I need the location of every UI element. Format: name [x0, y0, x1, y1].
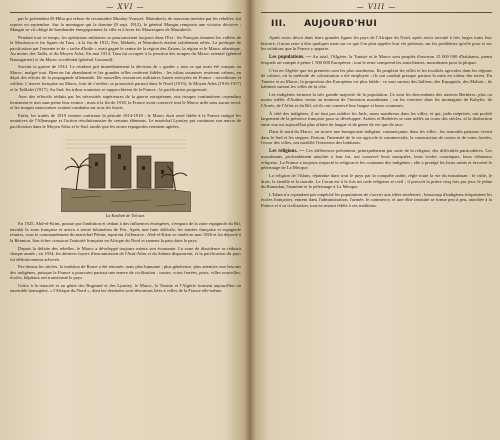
right-page	[249, 0, 500, 440]
left-paragraph: Enfin, les traités de 1919 vinrent confirmer la période 1914-1918 : le Maroc était resté fidèle à la France malgré les tentatives de l'Allemagne et l'action révolutionnaire de certains éléments. Le maréchal Lyautey put continuer son œuvre de pacification dans le Moyen Atlas et le Sud, tandis que les zones espagnoles restaient agitées.	[10, 112, 241, 129]
subheading-populations: Les populations. —	[269, 54, 312, 60]
right-paragraph: Les indigènes forment la très grande majorité de la population. Ce sont les descendants des anciens Berbères, plus ou moins mêlés d'Arabes venus au moment de l'invasion musulmane ; on les retrouve dans les montagnes de Kabylie, de l'Aurès, de l'Atlas et du Rif, où ils ont conservé leur langue et leurs coutumes.	[261, 91, 492, 109]
left-page	[0, 0, 249, 440]
subheading-religions: Les religions. —	[269, 148, 305, 154]
left-paragraph: Depuis la défaite des rebelles, le Maroc a développé toujours mieux son économie. La zone de dissidence se réduisit chaque année ; en 1934, les derniers foyers d'insoumission de l'Anti-Atlas et du Sahara disparurent, et la pacification du pays fut définitivement achevée.	[10, 245, 241, 262]
religions-text: Ces différences présentent, principalement par suite de la religion, des difficultés particulières. Les musulmans, profondément attachés à leur foi, ont conservé leurs mosquées, leurs écoles coraniques, leurs tribunaux religieux. La France a toujours respecté la religion et les coutumes des indigènes ; elle a protégé les lieux saints et favorisé le pèlerinage de La Mecque.	[261, 147, 492, 171]
section-heading	[271, 19, 492, 29]
populations-text: Au total, l'Algérie, la Tunisie et le Maroc sont peuplés d'environ 15 000 000 d'habitants, parmi lesquels on compte à peine 1 500 000 Européens : tout le reste comprend les autochtones, musulmans pour la plupart.	[261, 53, 492, 66]
illustration-caption: La Kasbah de Telouet.	[105, 213, 146, 219]
right-paragraph: Dans le nord du Maroc, on trouve une bourgeoisie indigène, commerçante, dans les villes ; les nomades pasteurs vivent dans le Sud et les steppes. Partout, l'intensité de la vie agricole et commerciale, la construction de routes et de voies ferrées, l'essor des villes, ont modifié l'existence des habitants.	[261, 129, 492, 146]
populations-paragraph	[261, 54, 492, 66]
left-paragraph: Survint la guerre de 1914. Le résident prit immédiatement la décision de « garder » tout ce qui avait été conquis au Maroc, malgré tout. Rien ne fut abandonné et les grandes villes restèrent fidèles ; les tribus soumises restèrent calmes, en dépit des efforts de la propagande allemande. De nouvelles ressources militaires furent envoyées en France : travailleurs et soldats. L'œuvre française au Maroc, loin de s'arrêter, se poursuivit partout dans le Nord (1915), le Moyen Atlas (1916-1917) et le Tafilalet (1917). Au Sud, les tribus soumises se rapprochèrent de la France ; la pacification progressait.	[10, 64, 241, 92]
left-paragraph: par le prétendant El-Hiba qui refuse de reconnaître Moulay-Youssef. Marrakech, de nouveau investie par les rebelles, fut reprise en septembre. Sur la montagne qui la domine (8 sept. 1912), le général Mangin remporta une victoire décisive ; Mangin se vit obligé de bombarder énergiquement la ville et à lever les Mauresques de Marrakech.	[10, 16, 241, 33]
right-paragraph: L'Islam n'a cependant pas empêché les populations de s'ouvrir aux idées modernes ; beaucoup d'indigènes fréquentent les écoles françaises, entrent dans l'administration, l'armée, le commerce, et une élite instruite se forme peu à peu, attachée à la France et à sa civilisation, tout en restant fidèle à ses traditions.	[261, 191, 492, 208]
right-paragraph: C'est en Algérie que les premiers sont les plus nombreux. Ils peuplent les villes et les localités agricoles dans les régions de culture, où la méthode de colonisation a été employée ; ils ont conduit presque partout la mise en valeur des terres. En Tunisie et au Maroc, la proportion des Européens est plus faible : ce sont surtout des Italiens, des Espagnols, des Maltais ; ils habitent surtout les villes de la côte.	[261, 67, 492, 90]
kasbah-drawing	[61, 132, 191, 212]
right-paragraph: La religion de l'Islam, répandue dans tout le pays par la conquête arabe, règle toute la vie du musulman : le culte, le droit, la famille et la morale. Le Coran est à la fois un code religieux et civil ; il prescrit la prière cinq fois par jour, le jeûne du Ramadan, l'aumône et le pèlerinage à La Mecque.	[261, 173, 492, 190]
running-head-right: — VIII —	[261, 3, 492, 13]
right-paragraph: Après avoir décrit dans leurs grandes lignes les pays de l'Afrique du Nord, après avoir raconté à très larges traits leur histoire, il nous reste à dire quelques mots sur ce que l'on peut appeler leur vie présente, sur les problèmes qu'elle pose et sur les solutions que la France y apporte.	[261, 35, 492, 52]
left-paragraph: Avec des effectifs réduits par les nécessités supérieures de la guerre européenne, nos troupes continuèrent cependant lentement et non sans peine leur avance ; mais à la fin de 1918, la France avait conservé tout le Maroc utile sans aucun recul, et les troupes marocaines avaient combattu sur tous les fronts.	[10, 94, 241, 111]
running-head-left: — XVI —	[10, 3, 241, 13]
right-paragraph: À côté des indigènes, il ne faut pas oublier les Juifs, assez nombreux dans les villes, et qui, jadis méprisés, ont profité largement de la présence française pour se développer. Arabes et Berbères se sont mêlés au cours des siècles, et la distinction entre eux est aujourd'hui plus affaire de langue et de genre de vie que de race.	[261, 110, 492, 127]
section-title: AUJOURD'HUI	[304, 19, 378, 29]
left-paragraph: Par-dessus les siècles, la tradition de Rome a été renouée, mais plus humaine ; plus généreuse, plus attentive aux besoins des indigènes, puisque la France a poursuivi partout une œuvre de civilisation : routes, voies ferrées, ports, villes nouvelles, écoles, hôpitaux ont transformé le pays.	[10, 264, 241, 281]
section-number: III.	[271, 19, 287, 29]
religions-paragraph	[261, 148, 492, 171]
left-paragraph: Pendant tout ce temps, les opérations militaires se poursuivaient toujours dans l'Est : les Français tenaient les vallées de la Moulouya et les lignes du Taza ; à la fin de 1913, Fez, Meknès, et Marrakech étaient solidement reliés. La politique de pacification par l'entente et de « tache d'huile » avait gagné le centre de la région des Zaïans, la région et le Maroc atlantique. Au moins des Tadla, et du Moyen Atlas. En mai 1914, Taza fut occupée à la jonction des troupes du Maroc oriental (général Baumgarten) et du Maroc occidental (général Gouraud).	[10, 34, 241, 62]
kasbah-illustration	[61, 132, 191, 212]
left-paragraph: En 1925, Abd-el-Krim, poussé par l'ambition et cédant à des influences étrangères, s'empara de la zone espagnole du Rif, envahit la zone française et arriva à trente kilomètres de Fez. Après une lutte difficile, les armées française et espagnole réunies, sous le commandement du maréchal Pétain, reprirent l'offensive ; Abd-el-Krim se rendit en mai 1926 et fut déporté à la Réunion. Son échec consacra l'autorité française en Afrique du Nord et ramena la paix dans le pays.	[10, 221, 241, 244]
left-paragraph: Grâce à la tenacité et au génie des Bugeaud et des Lyautey, le Maroc, la Tunisie et l'Algérie forment aujourd'hui un ensemble homogène, « l'Afrique du Nord », dont les destinées sont désormais liées à celles de la France elle-même.	[10, 282, 241, 294]
